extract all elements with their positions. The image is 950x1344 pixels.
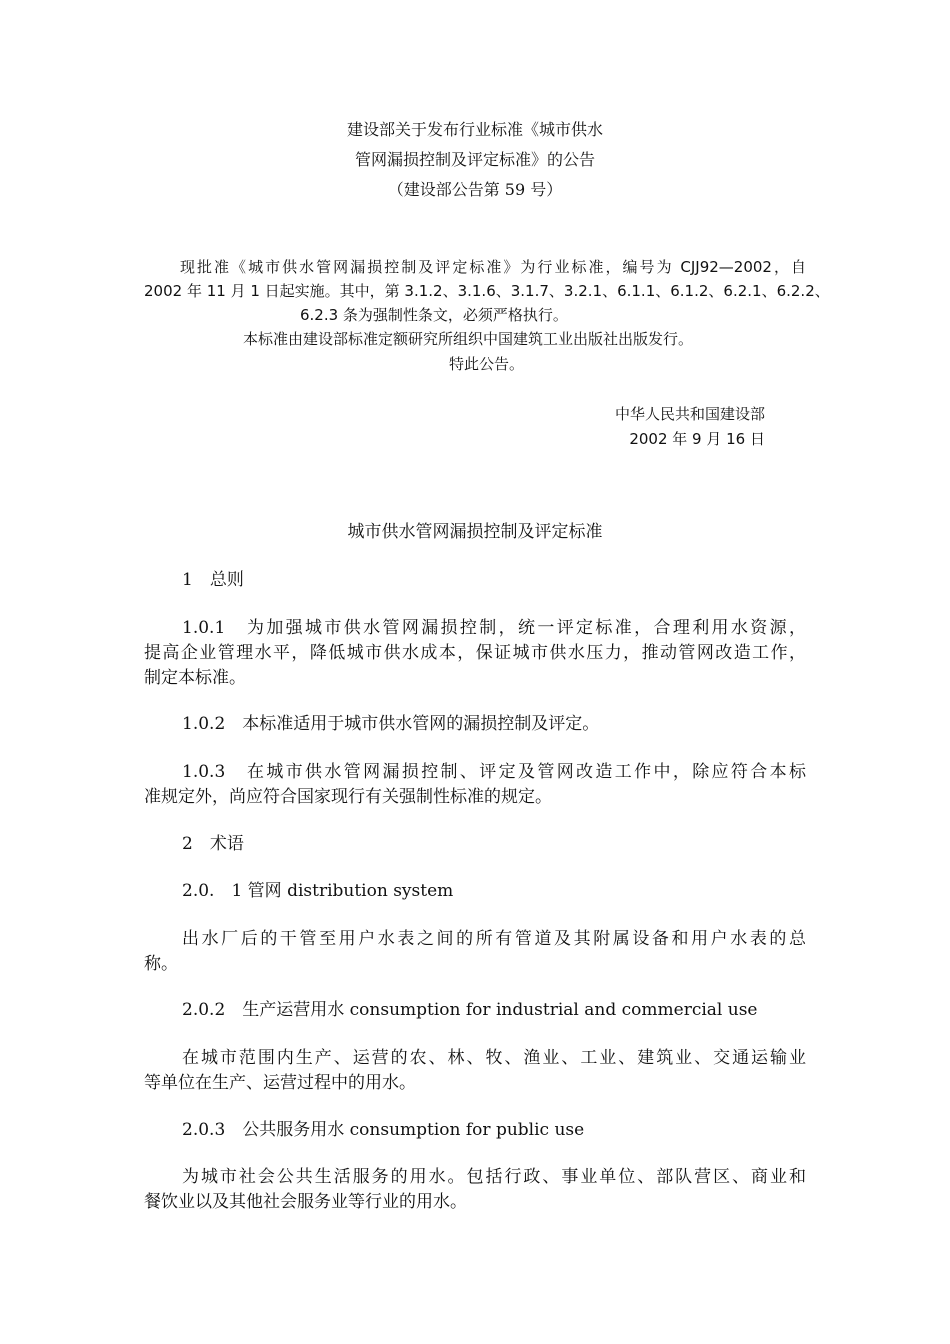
chapter-2-heading: 2 术语 xyxy=(182,834,244,854)
notice-paragraph-line-3: 6.2.3 条为强制性条文，必须严格执行。 xyxy=(300,306,568,324)
term-2-0-2-definition-line-2: 等单位在生产、运营过程中的用水。 xyxy=(144,1073,416,1093)
notice-paragraph-line-2: 2002 年 11 月 1 日起实施。其中，第 3.1.2、3.1.6、3.1.7、3.2.1、6.1.1、6.1.2、6.2.1、6.2.2、 xyxy=(144,282,830,300)
term-2-0-3-definition-line-1: 为城市社会公共生活服务的用水。包括行政、事业单位、部队营区、商业和 xyxy=(182,1167,806,1187)
clause-1-0-3-line-1: 1.0.3 在城市供水管网漏损控制、评定及管网改造工作中，除应符合本标 xyxy=(182,762,806,782)
notice-date: 2002 年 9 月 16 日 xyxy=(629,430,765,448)
notice-closing: 特此公告。 xyxy=(449,355,525,373)
term-2-0-3-definition-line-2: 餐饮业以及其他社会服务业等行业的用水。 xyxy=(144,1192,467,1212)
notice-signer: 中华人民共和国建设部 xyxy=(614,405,765,423)
clause-1-0-1-line-2: 提高企业管理水平，降低城市供水成本，保证城市供水压力，推动管网改造工作， xyxy=(144,643,806,663)
notice-publisher-note: 本标准由建设部标准定额研究所组织中国建筑工业出版社出版发行。 xyxy=(243,330,694,348)
notice-paragraph-line-1: 现批准《城市供水管网漏损控制及评定标准》为行业标准，编号为 CJJ92—2002，自 xyxy=(180,258,806,276)
term-2-0-1-definition-line-2: 称。 xyxy=(144,954,178,974)
clause-1-0-3-line-2: 准规定外，尚应符合国家现行有关强制性标准的规定。 xyxy=(144,787,552,807)
clause-1-0-2: 1.0.2 本标准适用于城市供水管网的漏损控制及评定。 xyxy=(182,714,600,734)
term-2-0-2-heading: 2.0.2 生产运营用水 consumption for industrial and commercial use xyxy=(182,1000,758,1020)
term-2-0-1-heading: 2.0. 1 管网 distribution system xyxy=(182,881,454,901)
notice-number: （建设部公告第 59 号） xyxy=(387,180,563,199)
clause-1-0-1-line-3: 制定本标准。 xyxy=(144,668,246,688)
term-2-0-2-definition-line-1: 在城市范围内生产、运营的农、林、牧、渔业、工业、建筑业、交通运输业 xyxy=(182,1048,806,1068)
standard-title: 城市供水管网漏损控制及评定标准 xyxy=(347,522,603,542)
term-2-0-1-definition-line-1: 出水厂后的干管至用户水表之间的所有管道及其附属设备和用户水表的总 xyxy=(182,929,806,949)
chapter-1-heading: 1 总则 xyxy=(182,570,244,590)
notice-title-line-1: 建设部关于发布行业标准《城市供水 xyxy=(346,120,603,139)
term-2-0-3-heading: 2.0.3 公共服务用水 consumption for public use xyxy=(182,1120,585,1140)
notice-title-line-2: 管网漏损控制及评定标准》的公告 xyxy=(354,150,595,169)
clause-1-0-1-line-1: 1.0.1 为加强城市供水管网漏损控制，统一评定标准，合理利用水资源， xyxy=(182,618,806,638)
